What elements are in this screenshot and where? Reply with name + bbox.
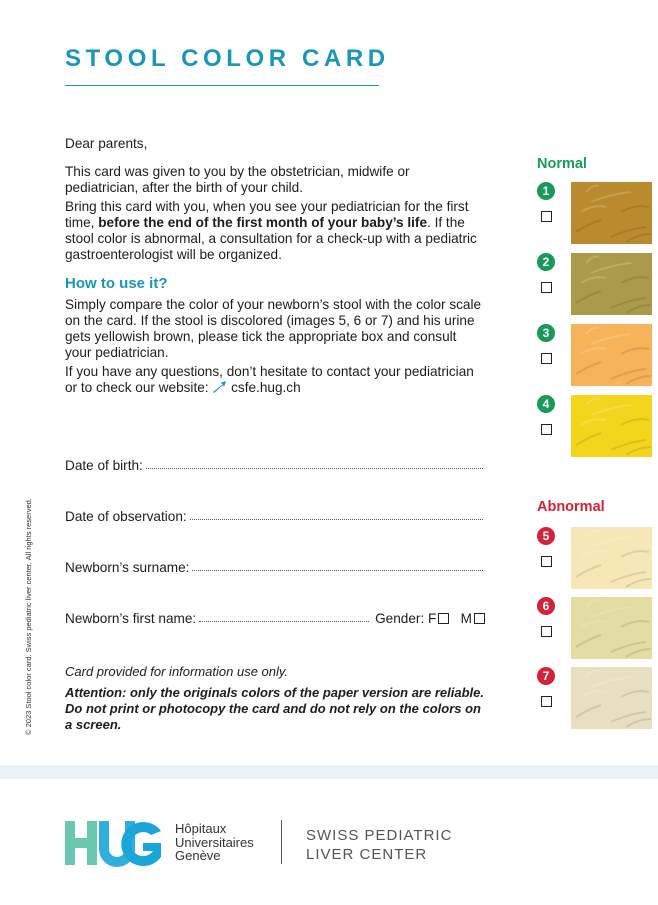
copyright-text: © 2023 Stool color card. Swiss pediatric liver center. All rights reserved.: [24, 498, 33, 735]
swatch-number-7: 7: [537, 667, 555, 685]
bring-text-2: . If the stool color is abnormal, a consultation for a check-up with a pediatric gastroenterologist will be organized.: [65, 215, 477, 262]
observation-label: Date of observation:: [65, 509, 187, 524]
dob-label: Date of birth:: [65, 458, 143, 473]
contact-text: If you have any questions, don’t hesitate to contact your pediatrician or to check our website:: [65, 364, 474, 395]
info-note: Card provided for information use only.: [65, 664, 289, 679]
swatch-row-3: [537, 324, 657, 387]
observation-row: [65, 506, 485, 524]
stool-color-swatch-6: [571, 597, 652, 659]
dob-row: [65, 455, 485, 473]
surname-field[interactable]: [192, 569, 483, 571]
swatch-row-6: [537, 597, 657, 660]
gender-group: [375, 611, 485, 626]
info-form: [65, 455, 485, 659]
abnormal-heading: Abnormal: [537, 499, 605, 515]
title-underline: [65, 85, 379, 86]
female-label: F: [428, 611, 437, 626]
swatch-row-4: [537, 395, 657, 458]
swatch-row-7: [537, 667, 657, 730]
swatch-checkbox-6[interactable]: [541, 626, 552, 637]
swatch-checkbox-1[interactable]: [541, 211, 552, 222]
bring-text-1: Bring this card with you, when you see your pediatrician for the first time,: [65, 199, 469, 230]
firstname-field[interactable]: [199, 620, 369, 622]
female-checkbox[interactable]: [438, 613, 449, 624]
website-link[interactable]: csfe.hug.ch: [231, 380, 301, 395]
stool-color-swatch-2: [571, 253, 652, 315]
page-title: STOOL COLOR CARD: [65, 45, 390, 72]
swatch-row-1: [537, 182, 657, 245]
swatch-number-5: 5: [537, 527, 555, 545]
bring-paragraph: [65, 199, 485, 263]
swatch-number-6: 6: [537, 597, 555, 615]
center-name: [306, 826, 452, 864]
greeting: Dear parents,: [65, 136, 148, 151]
attention-note: Attention: only the originals colors of the paper version are reliable. Do not print or photocopy the card and do not rely on the colors on a screen.: [65, 685, 484, 732]
swatch-checkbox-7[interactable]: [541, 696, 552, 707]
swatch-number-2: 2: [537, 253, 555, 271]
link-arrow-icon: [212, 381, 227, 393]
surname-row: [65, 557, 485, 575]
stool-color-swatch-1: [571, 182, 652, 244]
swatch-number-3: 3: [537, 324, 555, 342]
normal-heading: Normal: [537, 156, 587, 172]
gender-label: Gender:: [375, 611, 425, 626]
hospital-name: [175, 822, 254, 863]
surname-label: Newborn’s surname:: [65, 560, 190, 575]
swatch-checkbox-2[interactable]: [541, 282, 552, 293]
contact-paragraph: [65, 364, 485, 396]
swatch-checkbox-4[interactable]: [541, 424, 552, 435]
swatch-row-2: [537, 253, 657, 316]
hospital-line-2: Universitaires: [175, 834, 254, 850]
body-text: [65, 136, 485, 399]
how-to-paragraph: Simply compare the color of your newborn’s stool with the color scale on the card. If the stool is discolored (images 5, 6 or 7) and his urine gets yellowish brown, please tick the appropriate box and consult your pediatrician.: [65, 297, 482, 360]
center-line-2: LIVER CENTER: [306, 846, 428, 863]
stool-color-swatch-7: [571, 667, 652, 729]
male-checkbox[interactable]: [474, 613, 485, 624]
intro-paragraph: This card was given to you by the obstetrician, midwife or pediatrician, after the birth of your child.: [65, 164, 410, 195]
male-label: M: [460, 611, 472, 626]
hospital-line-3: Genève: [175, 848, 221, 863]
stool-color-swatch-3: [571, 324, 652, 386]
swatch-checkbox-5[interactable]: [541, 556, 552, 567]
bring-text-bold: before the end of the first month of your baby’s life: [98, 215, 428, 230]
swatch-number-4: 4: [537, 395, 555, 413]
swatch-checkbox-3[interactable]: [541, 353, 552, 364]
firstname-row: [65, 608, 485, 626]
stool-color-swatch-4: [571, 395, 652, 457]
stool-color-swatch-5: [571, 527, 652, 589]
footer-band: [0, 765, 658, 779]
hug-logo: [65, 821, 163, 867]
swatch-number-1: 1: [537, 182, 555, 200]
notes: [65, 664, 485, 733]
firstname-label: Newborn’s first name:: [65, 611, 197, 626]
center-line-1: SWISS PEDIATRIC: [306, 827, 453, 844]
swatch-row-5: [537, 527, 657, 590]
observation-field[interactable]: [190, 518, 483, 520]
hospital-line-1: Hôpitaux: [175, 821, 227, 836]
how-to-heading: How to use it?: [65, 275, 168, 292]
dob-field[interactable]: [146, 467, 483, 469]
logo-divider: [281, 820, 282, 864]
